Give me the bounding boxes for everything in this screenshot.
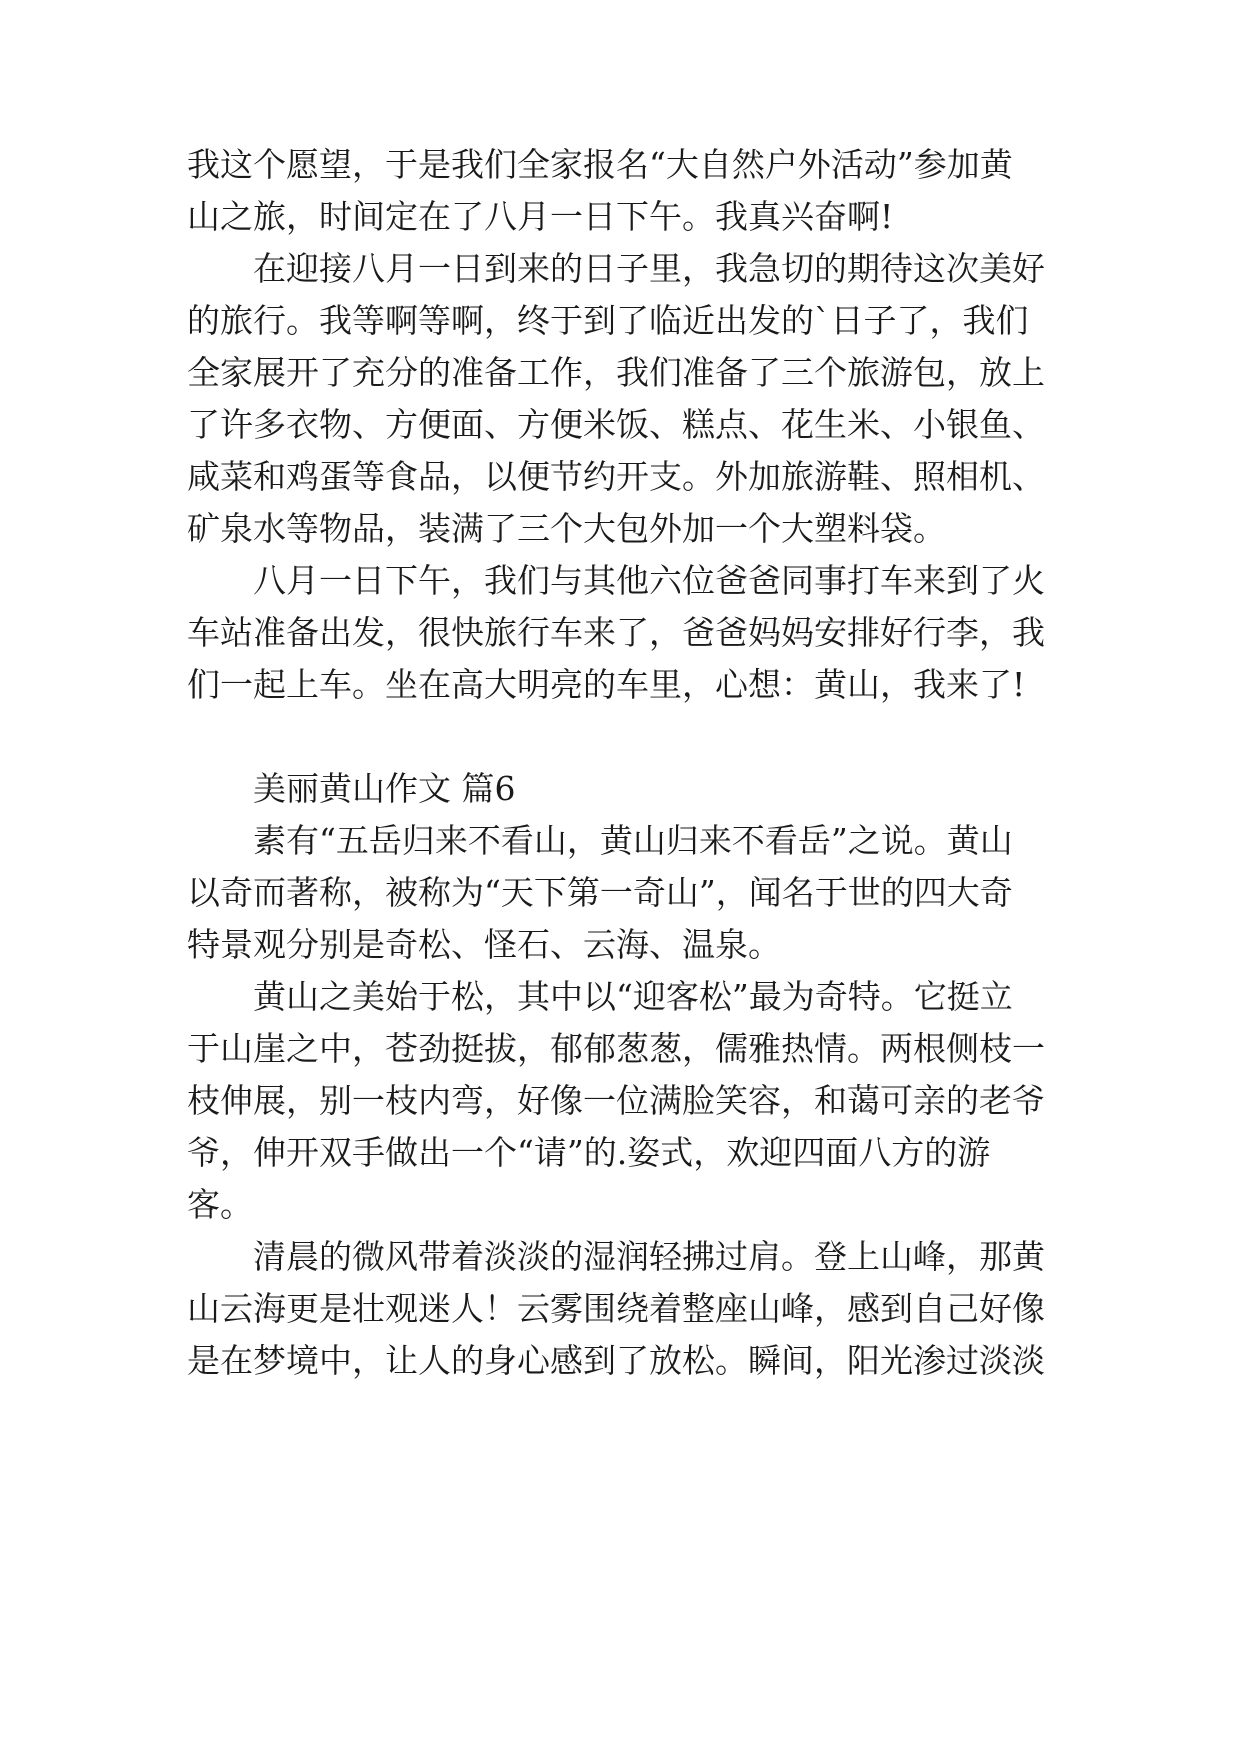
text-line: 于山崖之中，苍劲挺拔，郁郁葱葱，儒雅热情。两根侧枝一	[187, 1029, 1045, 1068]
text-line: 枝伸展，别一枝内弯，好像一位满脸笑容，和蔼可亲的老爷	[187, 1081, 1045, 1120]
text-line: 的旅行。我等啊等啊，终于到了临近出发的`日子了，我们	[187, 301, 1029, 340]
text-line: 矿泉水等物品，装满了三个大包外加一个大塑料袋。	[187, 509, 946, 548]
text-line: 山之旅，时间定在了八月一日下午。我真兴奋啊!	[187, 197, 894, 236]
text-line: 山云海更是壮观迷人！云雾围绕着整座山峰，感到自己好像	[187, 1289, 1045, 1328]
text-line: 我这个愿望，于是我们全家报名“大自然户外活动”参加黄	[187, 145, 1013, 184]
text-line: 是在梦境中，让人的身心感到了放松。瞬间，阳光渗过淡淡	[187, 1341, 1045, 1380]
paragraph	[187, 971, 1059, 1231]
text-line: 爷，伸开双手做出一个“请”的.姿式，欢迎四面八方的游	[187, 1133, 991, 1172]
text-line: 咸菜和鸡蛋等食品，以便节约开支。外加旅游鞋、照相机、	[187, 457, 1045, 496]
paragraph	[187, 555, 1059, 711]
text-line: 了许多衣物、方便面、方便米饭、糕点、花生米、小银鱼、	[187, 405, 1045, 444]
text-line: 特景观分别是奇松、怪石、云海、温泉。	[187, 925, 781, 964]
text-line: 清晨的微风带着淡淡的湿润轻拂过肩。登上山峰，那黄	[253, 1237, 1045, 1276]
paragraph	[187, 139, 1059, 243]
text-line: 在迎接八月一日到来的日子里，我急切的期待这次美好	[253, 249, 1045, 288]
paragraph	[187, 815, 1059, 971]
text-line: 全家展开了充分的准备工作，我们准备了三个旅游包，放上	[187, 353, 1045, 392]
text-line: 八月一日下午，我们与其他六位爸爸同事打车来到了火	[253, 561, 1045, 600]
text-line: 以奇而著称，被称为“天下第一奇山”，闻名于世的四大奇	[187, 873, 1013, 912]
text-line: 车站准备出发，很快旅行车来了，爸爸妈妈安排好行李，我	[187, 613, 1045, 652]
text-line: 们一起上车。坐在高大明亮的车里，心想：黄山，我来了!	[187, 665, 1026, 704]
document-page	[187, 139, 1059, 1387]
section-heading: 美丽黄山作文 篇6	[253, 769, 516, 808]
paragraph	[187, 1231, 1059, 1387]
paragraph	[187, 243, 1059, 555]
text-line: 黄山之美始于松，其中以“迎客松”最为奇特。它挺立	[253, 977, 1013, 1016]
text-line: 客。	[187, 1185, 253, 1224]
text-line: 素有“五岳归来不看山，黄山归来不看岳”之说。黄山	[253, 821, 1013, 860]
